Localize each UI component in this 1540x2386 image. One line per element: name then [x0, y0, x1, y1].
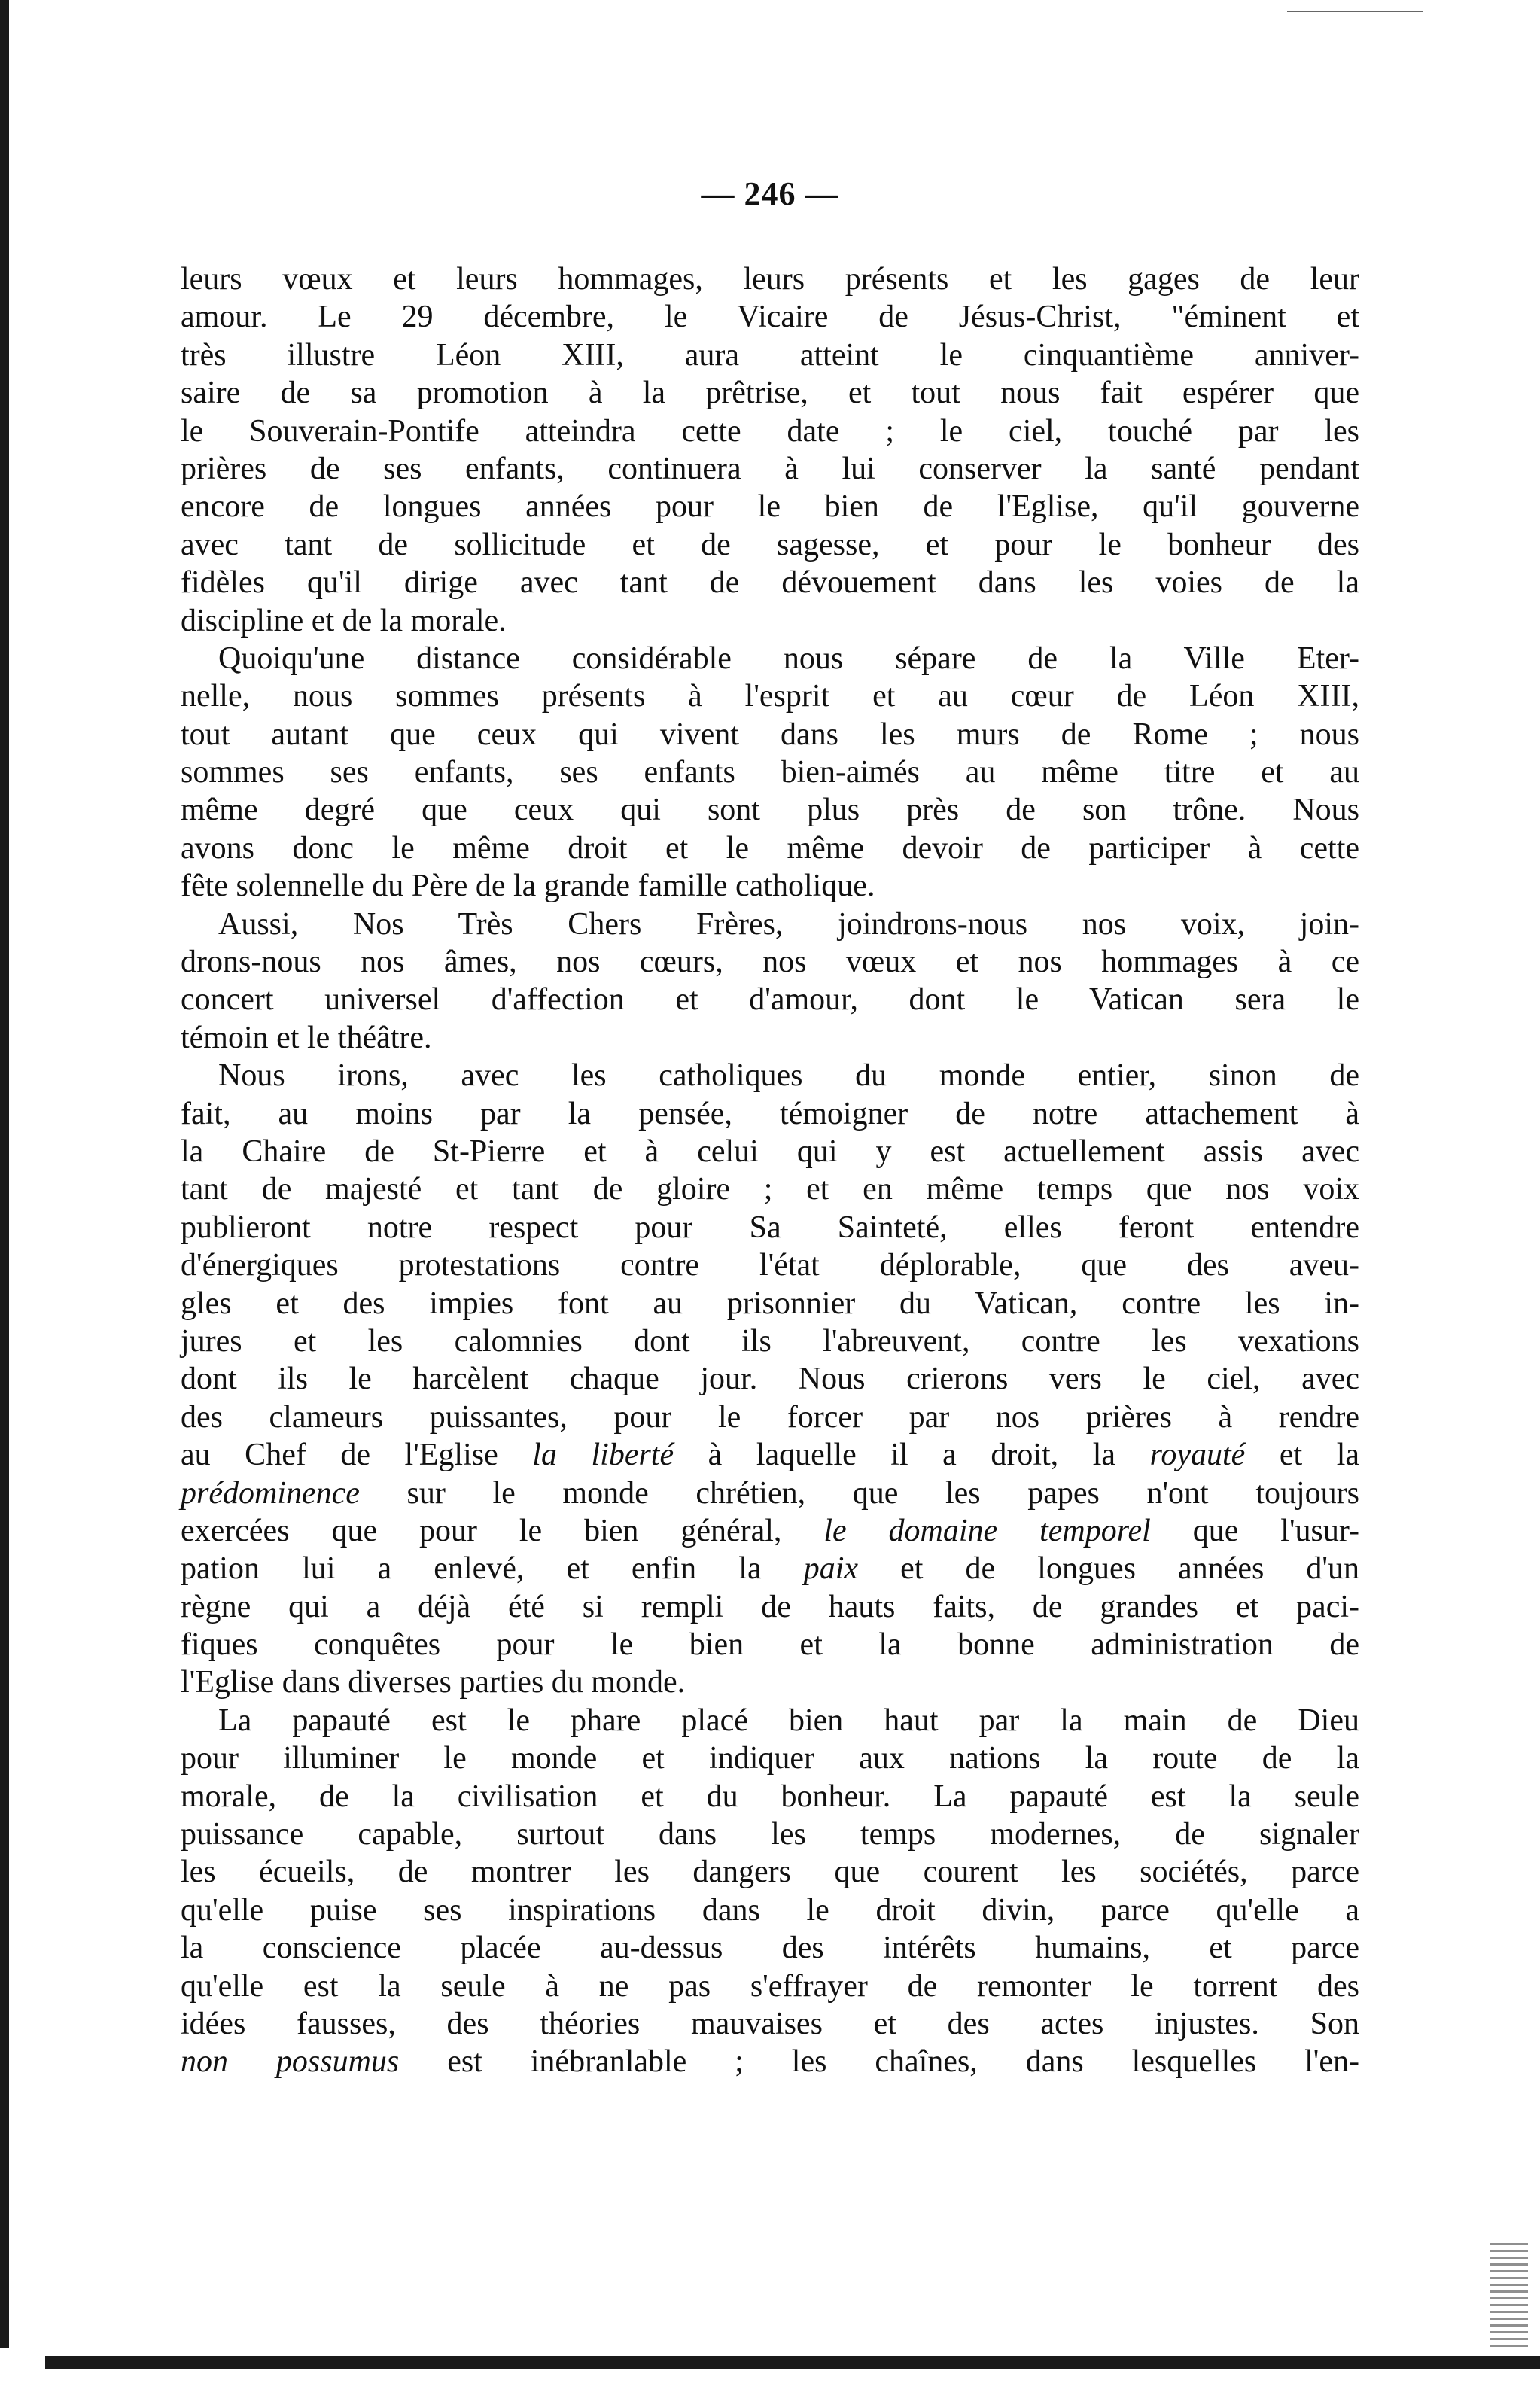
text-segment: et la: [1245, 1438, 1360, 1473]
text-line: [181, 1019, 1359, 1057]
text-line: [181, 1246, 1359, 1284]
text-segment: avec tant de sollicitude et de sagesse, et pour le bonheur des: [181, 527, 1359, 562]
text-segment: très illustre Léon XIII, aura atteint le cinquantième anniver-: [181, 337, 1359, 373]
italic-text: la liberté: [532, 1438, 674, 1473]
text-segment: l'Eglise dans diverses parties du monde.: [181, 1665, 686, 1700]
text-line: [181, 943, 1359, 981]
text-segment: pation lui a enlevé, et enfin la: [181, 1551, 804, 1587]
text-segment: exercées que pour le bien général,: [181, 1513, 824, 1548]
body-text: [181, 260, 1359, 2081]
text-segment: qu'elle puise ses inspirations dans le droit divin, parce qu'elle a: [181, 1892, 1359, 1928]
text-line: [181, 905, 1359, 943]
text-line: [181, 526, 1359, 564]
text-segment: tout autant que ceux qui vivent dans les murs de Rome ; nous: [181, 717, 1359, 752]
text-segment: leurs vœux et leurs hommages, leurs présents et les gages de leur: [181, 262, 1359, 297]
text-segment: sur le monde chrétien, que les papes n'ont toujours: [359, 1475, 1359, 1511]
text-segment: la Chaire de St-Pierre et à celui qui y est actuellement assis avec: [181, 1134, 1359, 1169]
text-segment: qu'elle est la seule à ne pas s'effrayer de remonter le torrent des: [181, 1968, 1359, 2004]
text-line: [181, 1588, 1359, 1626]
text-segment: fiques conquêtes pour le bien et la bonne administration de: [181, 1627, 1359, 1663]
text-segment: nelle, nous sommes présents à l'esprit et au cœur de Léon XIII,: [181, 679, 1359, 714]
text-line: [181, 2005, 1359, 2043]
italic-text: paix: [803, 1551, 859, 1587]
italic-text: non possumus: [181, 2044, 400, 2080]
text-line: [181, 564, 1359, 601]
scan-right-smudge: [1490, 2243, 1528, 2348]
italic-text: royauté: [1149, 1438, 1246, 1473]
text-segment: concert universel d'affection et d'amour, dont le Vatican sera le: [181, 982, 1359, 1018]
text-segment: prières de ses enfants, continuera à lui conserver la santé pendant: [181, 451, 1359, 486]
text-line: [181, 1853, 1359, 1891]
text-line: [181, 450, 1359, 488]
text-line: [181, 1815, 1359, 1853]
text-line: [181, 1626, 1359, 1663]
text-segment: est inébranlable ; les chaînes, dans lesquelles l'en-: [399, 2044, 1359, 2080]
text-segment: amour. Le 29 décembre, le Vicaire de Jésus-Christ, "éminent et: [181, 300, 1359, 335]
text-line: [181, 1929, 1359, 1967]
text-segment: fait, au moins par la pensée, témoigner de notre attachement à: [181, 1096, 1359, 1131]
text-segment: morale, de la civilisation et du bonheur. La papauté est la seule: [181, 1779, 1359, 1814]
text-segment: témoin et le théâtre.: [181, 1020, 432, 1055]
text-line: [181, 1057, 1359, 1094]
text-line: [181, 1702, 1359, 1739]
text-segment: fidèles qu'il dirige avec tant de dévouement dans les voies de la: [181, 565, 1359, 601]
text-segment: même degré que ceux qui sont plus près de son trône. Nous: [181, 793, 1359, 828]
text-segment: sommes ses enfants, ses enfants bien-aimés au même titre et au: [181, 755, 1359, 790]
text-segment: la conscience placée au-dessus des intérêts humains, et parce: [181, 1931, 1359, 1966]
text-segment: au Chef de l'Eglise: [181, 1438, 533, 1473]
text-line: [181, 1322, 1359, 1360]
italic-text: le domaine temporel: [823, 1513, 1151, 1548]
text-line: [181, 1360, 1359, 1398]
text-segment: jures et les calomnies dont ils l'abreuvent, contre les vexations: [181, 1323, 1359, 1359]
text-line: [181, 2043, 1359, 2080]
text-line: [181, 412, 1359, 450]
text-segment: publieront notre respect pour Sa Sainteté, elles feront entendre: [181, 1210, 1359, 1245]
text-line: [181, 981, 1359, 1018]
text-line: [181, 336, 1359, 374]
text-line: [181, 1209, 1359, 1246]
text-segment: à laquelle il a droit, la: [674, 1438, 1150, 1473]
text-segment: des clameurs puissantes, pour le forcer par nos prières à rendre: [181, 1399, 1359, 1435]
text-line: [181, 602, 1359, 640]
scan-bottom-edge: [45, 2356, 1540, 2369]
scan-left-edge: [0, 0, 9, 2348]
text-line: [181, 1095, 1359, 1133]
text-line: [181, 791, 1359, 829]
text-line: [181, 640, 1359, 677]
text-line: [181, 1436, 1359, 1474]
text-segment: tant de majesté et tant de gloire ; et en même temps que nos voix: [181, 1172, 1359, 1207]
page-number: — 246 —: [701, 175, 839, 212]
text-line: [181, 1398, 1359, 1436]
text-segment: encore de longues années pour le bien de l'Eglise, qu'il gouverne: [181, 489, 1359, 525]
text-line: [181, 1550, 1359, 1587]
italic-text: prédominence: [181, 1475, 360, 1511]
text-line: [181, 829, 1359, 867]
text-segment: dont ils le harcèlent chaque jour. Nous crierons vers le ciel, avec: [181, 1362, 1359, 1397]
text-line: [181, 1170, 1359, 1208]
text-segment: règne qui a déjà été si rempli de hauts faits, de grandes et paci-: [181, 1589, 1359, 1624]
text-segment: les écueils, de montrer les dangers que courent les sociétés, parce: [181, 1855, 1359, 1890]
text-line: [181, 298, 1359, 336]
text-segment: d'énergiques protestations contre l'état déplorable, que des aveu-: [181, 1248, 1359, 1283]
text-segment: puissance capable, surtout dans les temps modernes, de signaler: [181, 1817, 1359, 1852]
text-segment: saire de sa promotion à la prêtrise, et tout nous fait espérer que: [181, 376, 1359, 411]
text-segment: Nous irons, avec les catholiques du monde entier, sinon de: [218, 1058, 1359, 1094]
text-segment: fête solennelle du Père de la grande famille catholique.: [181, 869, 875, 904]
text-line: [181, 1475, 1359, 1512]
text-line: [181, 677, 1359, 715]
text-segment: Aussi, Nos Très Chers Frères, joindrons-nous nos voix, join-: [218, 906, 1359, 942]
text-line: [181, 716, 1359, 753]
text-segment: avons donc le même droit et le même devoir de participer à cette: [181, 830, 1359, 866]
text-segment: le Souverain-Pontife atteindra cette date ; le ciel, touché par les: [181, 413, 1359, 449]
text-segment: idées fausses, des théories mauvaises et des actes injustes. Son: [181, 2006, 1359, 2041]
text-segment: et de longues années d'un: [858, 1551, 1359, 1587]
text-line: [181, 1968, 1359, 2005]
text-segment: Quoiqu'une distance considérable nous sépare de la Ville Eter-: [218, 641, 1359, 676]
text-line: [181, 1133, 1359, 1170]
text-segment: gles et des impies font au prisonnier du Vatican, contre les in-: [181, 1286, 1359, 1321]
text-segment: La papauté est le phare placé bien haut par la main de Dieu: [218, 1703, 1359, 1738]
text-line: [181, 1663, 1359, 1701]
text-segment: drons-nous nos âmes, nos cœurs, nos vœux et nos hommages à ce: [181, 945, 1359, 980]
text-line: [181, 1778, 1359, 1815]
text-line: [181, 753, 1359, 791]
text-line: [181, 1891, 1359, 1929]
text-line: [181, 488, 1359, 525]
text-line: [181, 1285, 1359, 1322]
text-line: [181, 260, 1359, 298]
text-segment: discipline et de la morale.: [181, 603, 507, 638]
text-line: [181, 1739, 1359, 1777]
text-line: [181, 867, 1359, 905]
text-segment: pour illuminer le monde et indiquer aux nations la route de la: [181, 1741, 1359, 1776]
scan-top-mark: [1287, 11, 1423, 12]
text-line: [181, 1512, 1359, 1550]
text-segment: que l'usur-: [1150, 1513, 1359, 1548]
text-line: [181, 374, 1359, 412]
